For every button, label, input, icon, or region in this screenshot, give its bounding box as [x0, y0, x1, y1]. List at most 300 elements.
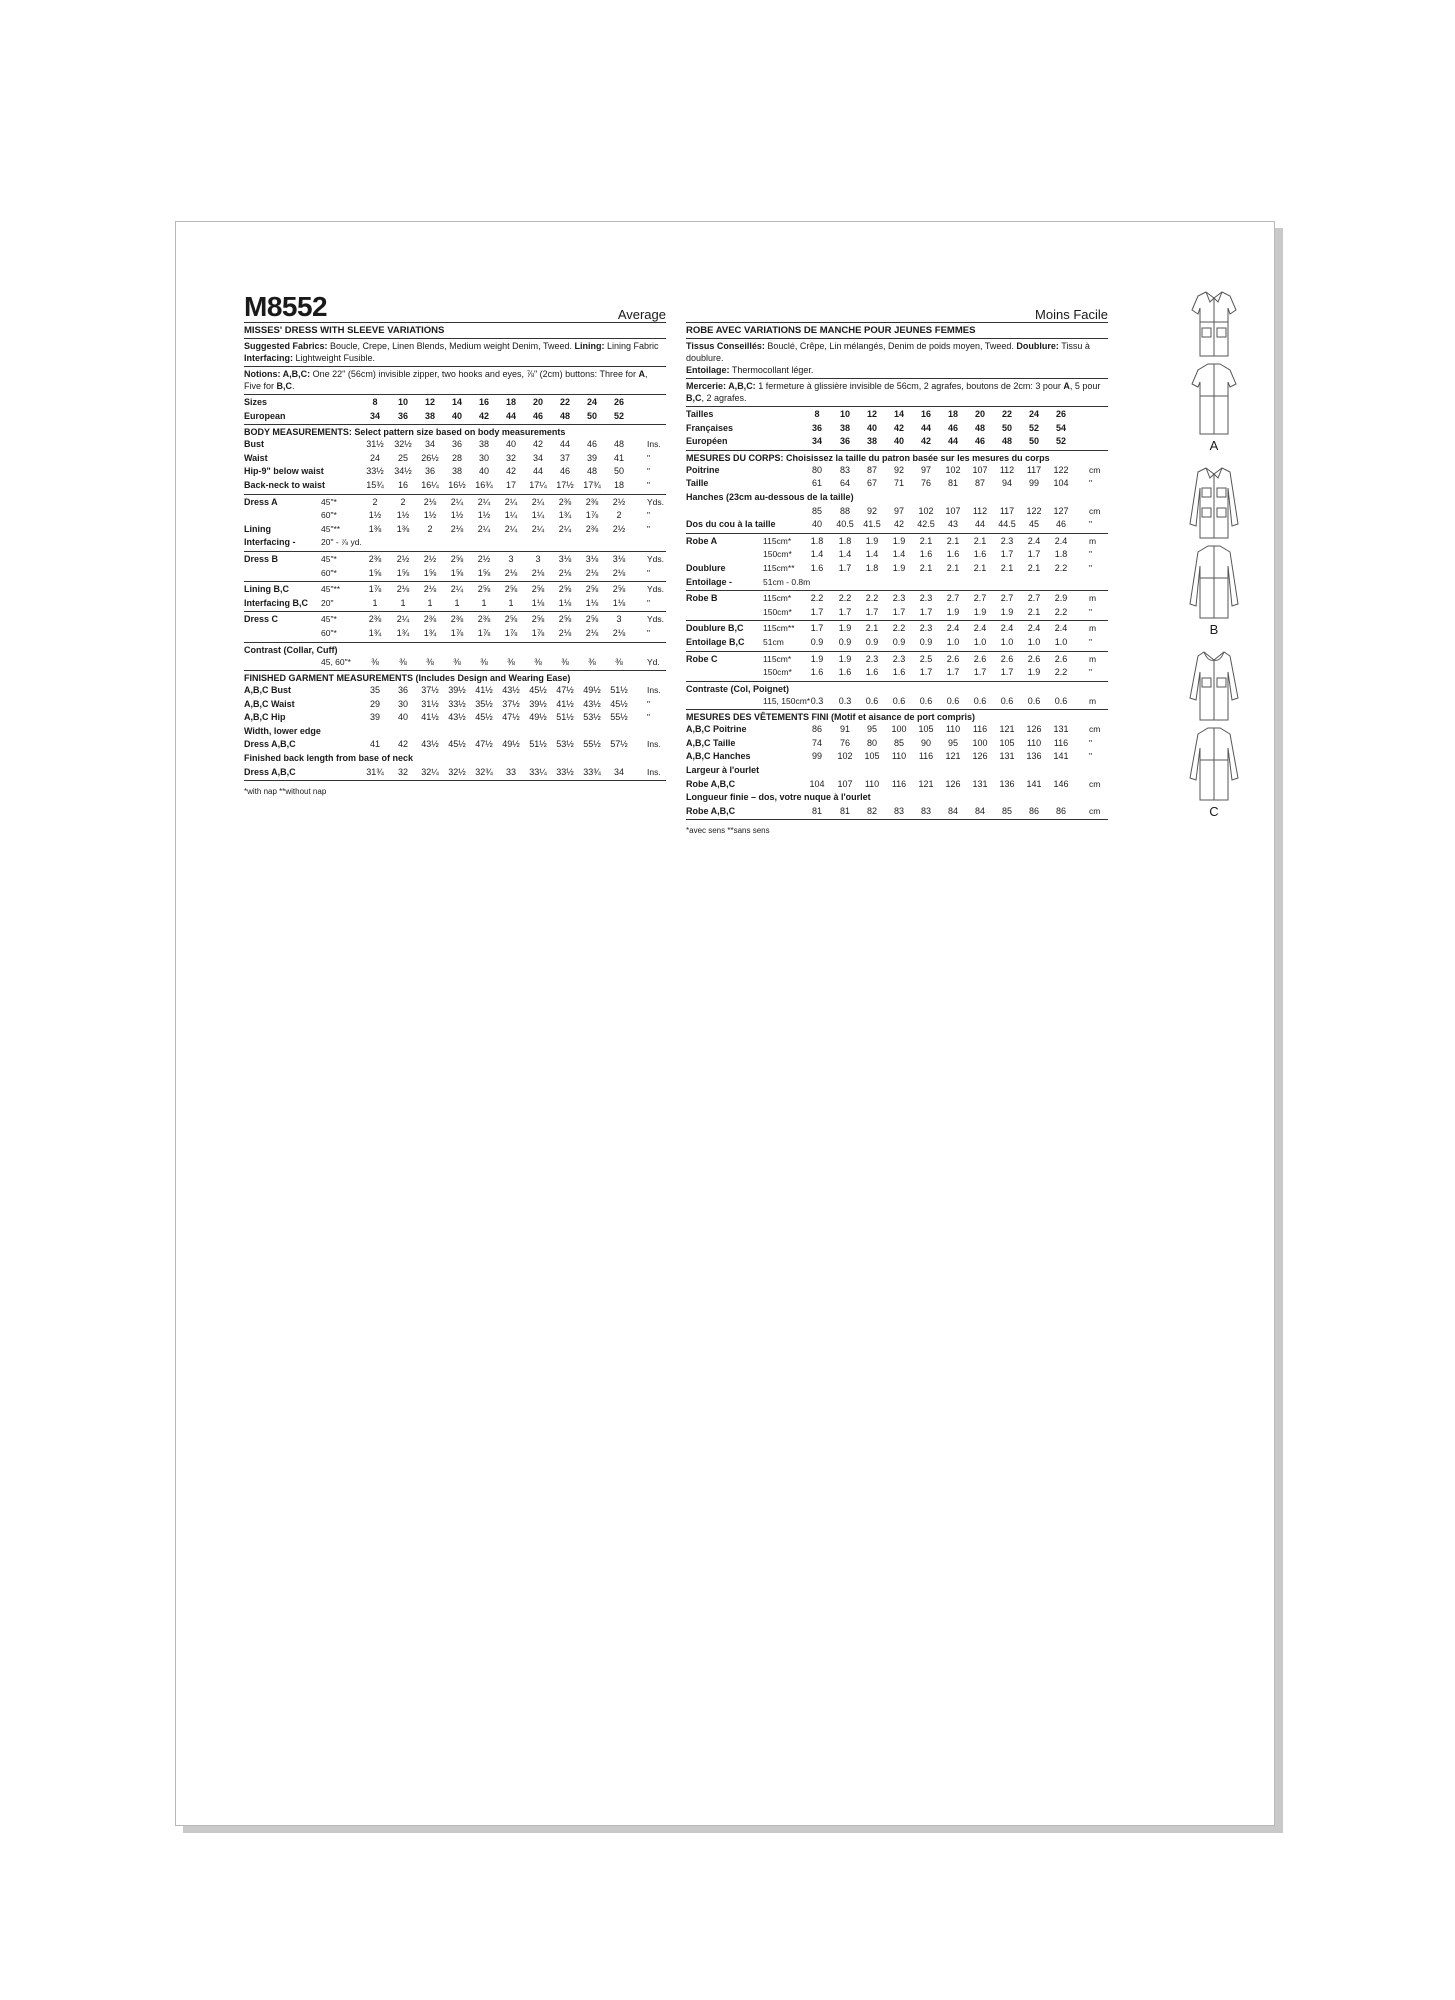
table-cell: 24 — [369, 452, 380, 463]
table-cell: 14 — [893, 409, 904, 419]
table-cell: 36 — [424, 466, 435, 477]
table-cell: 2½ — [477, 553, 491, 564]
table-cell: 1.8 — [865, 562, 879, 573]
table-cell: 2¼ — [477, 523, 491, 534]
table-cell: 2.4 — [1054, 623, 1068, 634]
table-cell: 37 — [559, 452, 570, 463]
table-row — [244, 766, 666, 780]
unit-label: Ins. — [647, 766, 661, 777]
table-cell: 2⅛ — [585, 627, 599, 638]
table-cell: 2.1 — [865, 623, 879, 634]
yardage-heading: Contrast (Collar, Cuff) — [244, 644, 338, 655]
table-cell: 2.2 — [865, 593, 879, 604]
table-cell: 40 — [893, 436, 904, 447]
unit-label: Yds. — [647, 496, 665, 507]
table-cell: 92 — [866, 505, 877, 516]
table-cell: 28 — [451, 452, 462, 463]
unit-label: m — [1089, 535, 1097, 546]
table-cell: 1.9 — [865, 535, 879, 546]
table-cell: 2.7 — [946, 593, 960, 604]
table-cell: 81 — [811, 805, 822, 816]
fabric-width: 150cm* — [763, 549, 792, 560]
table-cell: 31¾ — [366, 766, 384, 777]
table-cell: 44 — [920, 422, 931, 433]
row-label: Longueur finie – dos, votre nuque à l'ourlet — [686, 792, 871, 803]
table-cell: 33¼ — [529, 766, 547, 777]
table-cell: 2⅝ — [450, 553, 464, 564]
table-cell: 80 — [811, 464, 822, 475]
table-cell: 39 — [586, 452, 597, 463]
table-cell: 110 — [864, 778, 880, 789]
french-header — [686, 288, 1108, 323]
table-cell: 1⅛ — [531, 597, 545, 608]
unit-label: " — [647, 510, 651, 521]
table-row — [686, 505, 1108, 519]
table-cell: 44 — [947, 436, 958, 447]
table-cell: 100 — [891, 724, 907, 735]
table-cell: 2.4 — [946, 623, 960, 634]
table-cell: 2.3 — [892, 653, 906, 664]
fabric-width: 45, 60"* — [321, 656, 351, 667]
view-b-front-drawing — [1164, 464, 1264, 542]
table-cell: 102 — [918, 505, 934, 516]
table-row — [244, 496, 666, 510]
table-cell: 46 — [586, 439, 597, 450]
row-label: Dress B — [244, 553, 279, 564]
table-cell: 46 — [532, 410, 543, 421]
table-row — [244, 479, 666, 493]
unit-label: " — [1089, 751, 1093, 762]
table-cell: 44 — [559, 439, 570, 450]
table-cell: 1¼ — [504, 510, 518, 521]
table-cell: 0.9 — [892, 636, 906, 647]
table-cell: 53½ — [583, 712, 601, 723]
table-cell: 0.3 — [810, 695, 824, 706]
table-cell: 1.7 — [892, 606, 906, 617]
table-row — [244, 684, 666, 698]
unit-label: Yds. — [647, 553, 665, 564]
view-c-back-drawing — [1164, 724, 1264, 804]
table-cell: 46 — [974, 436, 985, 447]
table-cell: 2.4 — [973, 623, 987, 634]
table-cell: 3 — [616, 614, 622, 625]
table-cell: 36 — [811, 422, 822, 433]
table-cell: 16 — [478, 397, 489, 407]
table-cell: 2⅝ — [531, 584, 545, 595]
table-row — [686, 491, 1108, 505]
table-cell: 0.6 — [919, 695, 933, 706]
table-cell: 38 — [424, 410, 435, 421]
table-cell: 2 — [372, 496, 378, 507]
table-cell: 104 — [1053, 478, 1069, 489]
table-cell: 2.1 — [1027, 562, 1041, 573]
unit-label: " — [1089, 562, 1093, 573]
table-cell: 12 — [866, 409, 877, 419]
table-cell: 43½ — [448, 712, 466, 723]
table-cell: 42 — [893, 519, 904, 530]
table-cell: 1½ — [368, 510, 382, 521]
table-cell: 48 — [613, 439, 624, 450]
fabrics-fr: Tissus Conseillés: Bouclé, Crêpe, Lin mélangés, Denim de poids moyen, Tweed. Doublure: Tissu à doublure. Entoilage: Thermocollant léger. — [686, 339, 1108, 379]
table-cell: 91 — [839, 724, 850, 735]
table-cell: 116 — [918, 751, 934, 762]
table-cell: 0.9 — [919, 636, 933, 647]
table-cell: 2⅝ — [477, 584, 491, 595]
table-cell: 1.9 — [838, 653, 852, 664]
table-cell: 30 — [478, 452, 489, 463]
row-label: Interfacing - — [244, 537, 296, 548]
yardage-heading: Contraste (Col, Poignet) — [686, 683, 789, 694]
table-cell: 1.6 — [919, 549, 933, 560]
finished-measurements-en — [244, 671, 666, 781]
yardage-fr — [686, 534, 1108, 711]
table-cell: 121 — [945, 751, 961, 762]
table-cell: 136 — [1026, 751, 1042, 762]
table-cell: 2⅛ — [585, 567, 599, 578]
unit-label: cm — [1089, 505, 1101, 516]
unit-label: " — [647, 627, 651, 638]
table-cell: 0.9 — [810, 636, 824, 647]
table-row — [686, 622, 1108, 636]
table-cell: 83 — [920, 805, 931, 816]
table-cell: 42 — [478, 410, 489, 421]
table-cell: 45½ — [610, 698, 628, 709]
table-row — [244, 523, 666, 537]
row-label: Robe A,B,C — [686, 778, 736, 789]
table-cell: 107 — [972, 464, 988, 475]
table-cell: 1⅛ — [585, 597, 599, 608]
yardage-en — [244, 495, 666, 672]
table-cell: 1⅝ — [450, 567, 464, 578]
row-label: Robe A — [686, 535, 718, 546]
table-row — [244, 725, 666, 739]
table-cell: 1.9 — [810, 653, 824, 664]
table-cell: 81 — [839, 805, 850, 816]
table-cell: 39½ — [448, 685, 466, 696]
table-row — [686, 576, 1108, 590]
table-cell: 2⅜ — [477, 614, 491, 625]
table-cell: 105 — [864, 751, 880, 762]
table-cell: 99 — [811, 751, 822, 762]
view-a-back-drawing — [1164, 360, 1264, 438]
table-cell: 76 — [920, 478, 931, 489]
table-cell: 116 — [891, 778, 907, 789]
table-cell: 2.2 — [838, 593, 852, 604]
table-cell: 2.6 — [946, 653, 960, 664]
unit-label: " — [647, 479, 651, 490]
row-label: Taille — [686, 478, 709, 489]
table-cell: 121 — [918, 778, 934, 789]
table-cell: 117 — [1026, 464, 1042, 475]
table-cell: 85 — [1001, 805, 1012, 816]
table-cell: 1.6 — [865, 667, 879, 678]
table-cell: 2⅝ — [612, 584, 626, 595]
french-column — [686, 288, 1108, 835]
fabric-width: 51cm - 0.8m — [763, 576, 811, 587]
table-cell: 40.5 — [836, 519, 854, 530]
table-row — [686, 606, 1108, 620]
table-cell: 0.9 — [865, 636, 879, 647]
table-row — [686, 764, 1108, 778]
table-cell: 48 — [974, 422, 985, 433]
table-cell: 43½ — [502, 685, 520, 696]
table-cell: 1⅞ — [585, 510, 599, 521]
notions-en: Notions: A,B,C: One 22" (56cm) invisible zipper, two hooks and eyes, ⅞" (2cm) buttons: Three for A, Five for B,C. — [244, 367, 666, 395]
table-cell: 0.6 — [973, 695, 987, 706]
unit-label: Yds. — [647, 614, 665, 625]
unit-label: Ins. — [647, 439, 661, 450]
table-cell: 43 — [947, 519, 958, 530]
fabric-width: 115cm* — [763, 593, 792, 604]
table-row — [686, 464, 1108, 478]
row-label: Doublure B,C — [686, 623, 744, 634]
table-cell: 2.1 — [919, 562, 933, 573]
table-cell: 2.4 — [1054, 535, 1068, 546]
table-cell: 0.6 — [1054, 695, 1068, 706]
table-cell: 2⅛ — [531, 567, 545, 578]
row-label: A,B,C Poitrine — [686, 724, 747, 735]
table-cell: 22 — [559, 397, 570, 407]
table-cell: 1.6 — [973, 549, 987, 560]
table-cell: 85 — [893, 737, 904, 748]
table-row — [686, 737, 1108, 751]
table-cell: 47½ — [502, 712, 520, 723]
difficulty-fr: Moins Facile — [1035, 307, 1108, 322]
table-row — [244, 438, 666, 452]
table-cell: 1.9 — [973, 606, 987, 617]
table-cell: 2⅜ — [423, 614, 437, 625]
table-cell: 1¾ — [423, 627, 437, 638]
title-en: MISSES' DRESS WITH SLEEVE VARIATIONS — [244, 323, 666, 339]
table-row — [244, 553, 666, 567]
table-cell: 1⅞ — [504, 627, 518, 638]
table-cell: 33½ — [366, 466, 384, 477]
table-cell: 55½ — [610, 712, 628, 723]
table-cell: 2.2 — [1054, 667, 1068, 678]
table-cell: 2⅝ — [531, 614, 545, 625]
table-cell: 32½ — [448, 766, 466, 777]
unit-label: " — [647, 466, 651, 477]
fabric-width: 115cm* — [763, 535, 792, 546]
table-cell: 41.5 — [863, 519, 881, 530]
table-cell: 0.6 — [865, 695, 879, 706]
table-cell: 2⅛ — [558, 567, 572, 578]
row-label: Robe A,B,C — [686, 805, 736, 816]
unit-label: Ins. — [647, 739, 661, 750]
table-cell: 2⅝ — [504, 584, 518, 595]
table-cell: 26 — [1055, 409, 1066, 419]
table-cell: 2⅛ — [558, 627, 572, 638]
table-cell: 1 — [427, 597, 433, 608]
table-cell: 39½ — [529, 698, 547, 709]
table-cell: 97 — [893, 505, 904, 516]
table-cell: 86 — [1028, 805, 1039, 816]
table-cell: 49½ — [529, 712, 547, 723]
table-cell: 41½ — [475, 685, 493, 696]
table-cell: 54 — [1055, 422, 1066, 433]
table-cell: 107 — [945, 505, 961, 516]
table-cell: 31½ — [366, 439, 384, 450]
table-cell: 2.4 — [1027, 535, 1041, 546]
table-row — [686, 805, 1108, 819]
table-cell: 38 — [839, 422, 850, 433]
table-cell: 0.6 — [1027, 695, 1041, 706]
table-cell: 2½ — [423, 553, 437, 564]
table-cell: 34 — [613, 766, 624, 777]
table-cell: 1½ — [423, 510, 437, 521]
table-row — [686, 791, 1108, 805]
table-cell: 32½ — [394, 439, 412, 450]
table-cell: 2⅝ — [585, 614, 599, 625]
table-cell: 34 — [369, 410, 380, 421]
table-cell: 121 — [999, 724, 1015, 735]
table-cell: 1⅛ — [558, 597, 572, 608]
table-cell: 2¼ — [396, 614, 410, 625]
table-row — [244, 567, 666, 581]
table-cell: 2.3 — [919, 623, 933, 634]
table-cell: 2.2 — [1054, 562, 1068, 573]
table-cell: 3 — [535, 553, 541, 564]
table-cell: 2⅜ — [585, 496, 599, 507]
table-cell: 55½ — [583, 739, 601, 750]
table-cell: 2.1 — [1027, 606, 1041, 617]
table-cell: 1.7 — [919, 606, 933, 617]
table-cell: ⅜ — [507, 656, 515, 667]
table-cell: 3⅛ — [558, 553, 572, 564]
row-label: Lining — [244, 523, 271, 534]
fabric-width: 150cm* — [763, 667, 792, 678]
table-cell: 41 — [613, 452, 624, 463]
table-cell: 1⅝ — [396, 567, 410, 578]
fabric-width: 45"* — [321, 496, 337, 507]
table-cell: 1.0 — [973, 636, 987, 647]
table-cell: 1 — [400, 597, 406, 608]
table-cell: 52 — [613, 410, 624, 421]
table-cell: 40 — [505, 439, 516, 450]
unit-label: cm — [1089, 724, 1101, 735]
row-label: Entoilage - — [686, 576, 733, 587]
table-cell: 2.6 — [1000, 653, 1014, 664]
fabric-width: 45"** — [321, 584, 341, 595]
table-cell: 20 — [532, 397, 543, 407]
table-cell: 36 — [839, 436, 850, 447]
table-cell: 41½ — [421, 712, 439, 723]
table-cell: 141 — [1026, 778, 1042, 789]
table-cell: 2.4 — [1000, 623, 1014, 634]
table-cell: 94 — [1001, 478, 1012, 489]
unit-label: Ins. — [647, 685, 661, 696]
table-cell: 1.7 — [865, 606, 879, 617]
table-cell: ⅜ — [399, 656, 407, 667]
table-cell: 102 — [837, 751, 853, 762]
table-cell: 49½ — [502, 739, 520, 750]
table-cell: 40 — [397, 712, 408, 723]
table-cell: 2 — [400, 496, 406, 507]
table-cell: 2.6 — [973, 653, 987, 664]
table-cell: 46 — [947, 422, 958, 433]
table-cell: 116 — [1053, 737, 1069, 748]
unit-label: m — [1089, 695, 1097, 706]
table-cell: 126 — [945, 778, 961, 789]
row-label: Françaises — [686, 422, 734, 433]
yardage-group — [244, 612, 666, 642]
table-cell: 2⅜ — [368, 553, 382, 564]
table-cell: 1.6 — [946, 549, 960, 560]
fabric-width: 150cm* — [763, 606, 792, 617]
pattern-sheet — [175, 221, 1275, 1826]
table-cell: 1.7 — [810, 623, 824, 634]
table-cell: 1.4 — [892, 549, 906, 560]
table-cell: 1.9 — [892, 562, 906, 573]
unit-label: " — [647, 698, 651, 709]
fabric-width: 60"* — [321, 567, 337, 578]
table-cell: 46 — [559, 466, 570, 477]
table-cell: 32 — [397, 766, 408, 777]
table-row — [244, 656, 666, 670]
table-cell: 29 — [369, 698, 380, 709]
fabrics-en: Suggested Fabrics: Boucle, Crepe, Linen Blends, Medium weight Denim, Tweed. Lining: Lining Fabric Interfacing: Lightweight Fusible. — [244, 339, 666, 367]
table-cell: 2.1 — [1000, 562, 1014, 573]
table-cell: 0.3 — [838, 695, 852, 706]
difficulty-en: Average — [617, 307, 666, 322]
table-cell: 30 — [397, 698, 408, 709]
fabric-width: 51cm — [763, 636, 784, 647]
table-cell: 71 — [893, 478, 904, 489]
yardage-group — [244, 495, 666, 552]
table-cell: 33¾ — [583, 766, 601, 777]
row-label: Hip-9" below waist — [244, 466, 324, 477]
row-label: A,B,C Hanches — [686, 751, 751, 762]
row-label: Dress C — [244, 614, 279, 625]
table-cell: 1.6 — [810, 562, 824, 573]
unit-label: " — [1089, 606, 1093, 617]
table-cell: 49½ — [583, 685, 601, 696]
table-cell: 2½ — [396, 553, 410, 564]
table-cell: 1.0 — [946, 636, 960, 647]
table-cell: 2.2 — [1054, 606, 1068, 617]
table-cell: 87 — [866, 464, 877, 475]
table-cell: ⅜ — [371, 656, 379, 667]
table-row — [244, 613, 666, 627]
view-c-front-drawing — [1164, 648, 1264, 724]
table-cell: 67 — [866, 478, 877, 489]
table-cell: 16½ — [448, 479, 466, 490]
row-label: Entoilage B,C — [686, 636, 745, 647]
english-header — [244, 288, 666, 323]
table-cell: 2¼ — [450, 584, 464, 595]
table-cell: ⅜ — [453, 656, 461, 667]
fabric-width: 115cm* — [763, 653, 792, 664]
unit-label: " — [647, 567, 651, 578]
table-cell: 0.6 — [1000, 695, 1014, 706]
table-cell: 136 — [999, 778, 1015, 789]
table-cell: 83 — [839, 464, 850, 475]
table-cell: 47½ — [556, 685, 574, 696]
table-cell: 127 — [1053, 505, 1069, 516]
table-cell: 1.7 — [973, 667, 987, 678]
table-cell: 1⅞ — [368, 584, 382, 595]
table-cell: 131 — [1053, 724, 1069, 735]
table-cell: 1¾ — [368, 627, 382, 638]
table-cell: 45½ — [475, 712, 493, 723]
table-row — [244, 583, 666, 597]
table-cell: 18 — [505, 397, 516, 407]
yardage-group — [244, 582, 666, 612]
fabric-width: 20" - ⅞ yd. — [321, 537, 362, 548]
table-cell: 42 — [920, 436, 931, 447]
table-cell: 1.7 — [810, 606, 824, 617]
table-cell: 2¼ — [558, 523, 572, 534]
